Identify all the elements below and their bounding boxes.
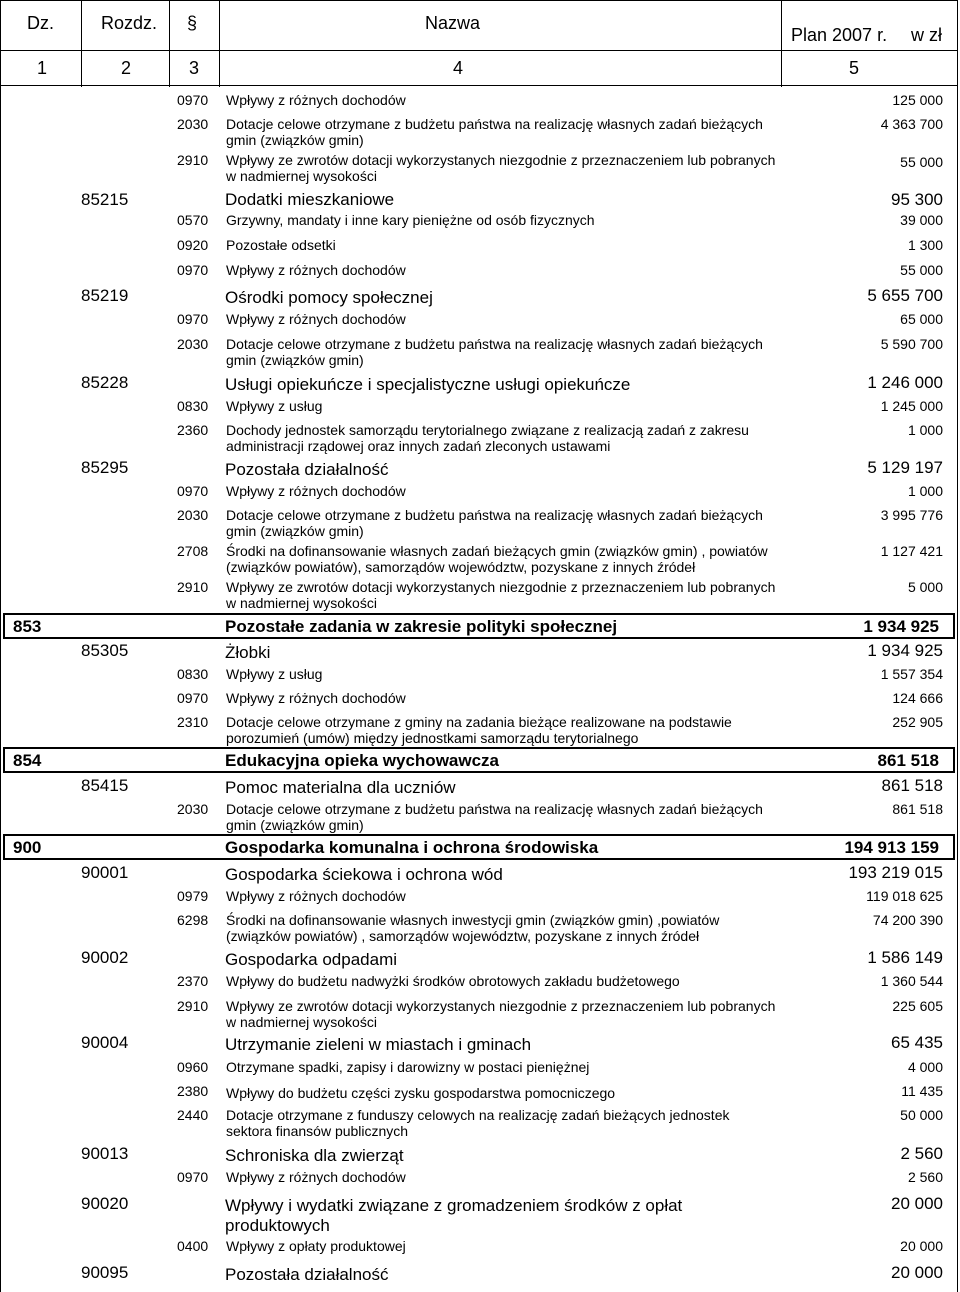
row-name: Wpływy z usług xyxy=(226,666,323,682)
row-amount: 1 127 421 xyxy=(880,543,943,559)
row-name: Środki na dofinansowanie własnych inwestycji gmin (związków gmin) ,powiatów (związków powiatów) , samorządów województw, pozyskane z innych źródeł xyxy=(226,912,720,944)
row-code: 2440 xyxy=(177,1107,209,1123)
row-name: Wpływy z różnych dochodów xyxy=(226,1169,406,1185)
row-code: 0970 xyxy=(177,92,209,108)
row-amount: 65 435 xyxy=(891,1033,943,1052)
row-name: Schroniska dla zwierząt xyxy=(225,1146,404,1165)
row-amount: 5 129 197 xyxy=(867,458,943,477)
row-code: 2310 xyxy=(177,714,209,730)
row-amount: 95 300 xyxy=(891,190,943,209)
row-name: Ośrodki pomocy społecznej xyxy=(225,288,433,307)
row-name: Wpływy do budżetu części zysku gospodarstwa pomocniczego xyxy=(226,1085,616,1101)
row-name: Wpływy i wydatki związane z gromadzeniem środków z opłat produktowych xyxy=(225,1196,683,1235)
row-code: 85295 xyxy=(81,458,129,477)
table-row xyxy=(3,834,955,860)
row-code: 90013 xyxy=(81,1144,129,1163)
row-code: 2030 xyxy=(177,507,209,523)
header-nazwa: Nazwa xyxy=(425,13,481,33)
row-name: Wpływy ze zwrotów dotacji wykorzystanych niezgodnie z przeznaczeniem lub pobranych w nadmiernej wysokości xyxy=(226,579,776,611)
row-amount: 20 000 xyxy=(891,1263,943,1282)
row-amount: 1 934 925 xyxy=(867,641,943,660)
row-code: 90095 xyxy=(81,1263,129,1282)
header-dz: Dz. xyxy=(27,13,54,33)
column-number: 5 xyxy=(849,58,860,78)
row-code: 0970 xyxy=(177,483,209,499)
row-name: Wpływy z usług xyxy=(226,398,323,414)
row-amount: 11 435 xyxy=(901,1083,943,1099)
row-name: Pozostała działalność xyxy=(225,460,389,479)
row-name: Wpływy do budżetu nadwyżki środków obrotowych zakładu budżetowego xyxy=(226,973,680,989)
row-code: 2030 xyxy=(177,336,209,352)
row-code: 90004 xyxy=(81,1033,129,1052)
column-number: 3 xyxy=(189,58,200,78)
row-amount: 124 666 xyxy=(892,690,943,706)
row-name: Dotacje celowe otrzymane z budżetu państwa na realizację własnych zadań bieżących gmin (związków gmin) xyxy=(226,116,763,148)
row-code: 2370 xyxy=(177,973,209,989)
row-amount: 194 913 159 xyxy=(844,838,939,857)
row-code: 85228 xyxy=(81,373,129,392)
row-code: 0830 xyxy=(177,666,209,682)
row-code: 853 xyxy=(13,617,42,636)
row-amount: 1 557 354 xyxy=(880,666,943,682)
row-amount: 1 000 xyxy=(907,422,943,438)
row-name: Środki na dofinansowanie własnych zadań bieżących gmin (związków gmin) , powiatów (związków powiatów), samorządów województw, pozyskane z innych źródeł xyxy=(226,543,768,575)
row-code: 90001 xyxy=(81,863,129,882)
row-name: Wpływy z różnych dochodów xyxy=(226,92,406,108)
row-amount: 193 219 015 xyxy=(848,863,943,882)
row-amount: 50 000 xyxy=(900,1107,943,1123)
row-name: Wpływy z różnych dochodów xyxy=(226,690,406,706)
row-name: Dochody jednostek samorządu terytorialnego związane z realizacją zadań z zakresu administracji rządowej oraz innych zadań zleconych ustawami xyxy=(226,422,749,454)
row-amount: 5 590 700 xyxy=(880,336,943,352)
row-name: Pozostałe zadania w zakresie polityki społecznej xyxy=(225,617,618,636)
row-amount: 39 000 xyxy=(900,212,943,228)
row-name: Żłobki xyxy=(225,643,271,662)
row-amount: 119 018 625 xyxy=(866,888,943,904)
row-amount: 125 000 xyxy=(892,92,943,108)
row-name: Wpływy z opłaty produktowej xyxy=(226,1238,406,1254)
row-name: Wpływy ze zwrotów dotacji wykorzystanych niezgodnie z przeznaczeniem lub pobranych w nadmiernej wysokości xyxy=(226,998,776,1030)
row-code: 2380 xyxy=(177,1083,209,1099)
row-amount: 20 000 xyxy=(900,1238,943,1254)
row-name: Otrzymane spadki, zapisy i darowizny w postaci pieniężnej xyxy=(226,1059,590,1075)
row-name: Gospodarka ściekowa i ochrona wód xyxy=(225,865,503,884)
row-amount: 861 518 xyxy=(877,751,939,770)
row-code: 2910 xyxy=(177,152,209,168)
row-code: 85305 xyxy=(81,641,129,660)
row-amount: 2 560 xyxy=(900,1144,943,1163)
row-amount: 1 300 xyxy=(907,237,943,253)
row-name: Gospodarka komunalna i ochrona środowiska xyxy=(225,838,599,857)
row-amount: 65 000 xyxy=(900,311,943,327)
row-code: 900 xyxy=(13,838,42,857)
row-amount: 1 360 544 xyxy=(880,973,943,989)
row-name: Pozostałe odsetki xyxy=(226,237,336,253)
row-name: Edukacyjna opieka wychowawcza xyxy=(225,751,500,770)
row-amount: 252 905 xyxy=(892,714,943,730)
row-code: 2708 xyxy=(177,543,209,559)
row-name: Dotacje celowe otrzymane z budżetu państwa na realizację własnych zadań bieżących gmin (związków gmin) xyxy=(226,336,763,368)
header-rozdz: Rozdz. xyxy=(101,13,158,33)
row-code: 854 xyxy=(13,751,42,770)
row-code: 2030 xyxy=(177,116,209,132)
row-name: Dotacje celowe otrzymane z budżetu państwa na realizację własnych zadań bieżących gmin (związków gmin) xyxy=(226,801,763,833)
row-code: 6298 xyxy=(177,912,209,928)
row-code: 0960 xyxy=(177,1059,209,1075)
row-code: 0979 xyxy=(177,888,209,904)
row-name: Dotacje celowe otrzymane z gminy na zadania bieżące realizowane na podstawie porozumień (umów) między jednostkami samorządu terytorialnego xyxy=(226,714,732,746)
row-amount: 2 560 xyxy=(907,1169,943,1185)
header-unit: w zł xyxy=(911,25,942,45)
row-code: 0970 xyxy=(177,262,209,278)
row-code: 85415 xyxy=(81,776,129,795)
row-name: Dotacje otrzymane z funduszy celowych na realizację zadań bieżących jednostek sektora finansów publicznych xyxy=(226,1107,730,1139)
row-amount: 4 000 xyxy=(907,1059,943,1075)
row-name: Wpływy ze zwrotów dotacji wykorzystanych niezgodnie z przeznaczeniem lub pobranych w nadmiernej wysokości xyxy=(226,152,776,184)
row-amount: 3 995 776 xyxy=(880,507,943,523)
header-paragraph: § xyxy=(187,13,198,33)
row-code: 0570 xyxy=(177,212,209,228)
row-amount: 4 363 700 xyxy=(880,116,943,132)
row-name: Pomoc materialna dla uczniów xyxy=(225,778,456,797)
row-amount: 225 605 xyxy=(892,998,943,1014)
row-amount: 55 000 xyxy=(900,262,943,278)
row-name: Wpływy z różnych dochodów xyxy=(226,483,406,499)
row-amount: 74 200 390 xyxy=(872,912,943,928)
row-amount: 1 934 925 xyxy=(863,617,939,636)
row-name: Pozostała działalność xyxy=(225,1265,389,1284)
row-amount: 1 586 149 xyxy=(867,948,943,967)
row-code: 0400 xyxy=(177,1238,209,1254)
row-amount: 1 245 000 xyxy=(880,398,943,414)
row-amount: 1 000 xyxy=(907,483,943,499)
row-code: 2030 xyxy=(177,801,209,817)
row-amount: 861 518 xyxy=(892,801,943,817)
header-plan: Plan 2007 r. xyxy=(791,25,888,45)
row-code: 90002 xyxy=(81,948,129,967)
row-name: Dodatki mieszkaniowe xyxy=(225,190,395,209)
table-header xyxy=(0,0,958,50)
row-code: 2360 xyxy=(177,422,209,438)
table-row xyxy=(3,613,955,639)
column-number: 1 xyxy=(37,58,48,78)
row-amount: 861 518 xyxy=(881,776,943,795)
row-name: Gospodarka odpadami xyxy=(225,950,398,969)
row-name: Wpływy z różnych dochodów xyxy=(226,262,406,278)
row-name: Dotacje celowe otrzymane z budżetu państwa na realizację własnych zadań bieżących gmin (związków gmin) xyxy=(226,507,763,539)
row-amount: 5 655 700 xyxy=(867,286,943,305)
row-code: 0830 xyxy=(177,398,209,414)
row-code: 0970 xyxy=(177,311,209,327)
column-number: 2 xyxy=(121,58,132,78)
table-row xyxy=(3,747,955,773)
column-number: 4 xyxy=(453,58,464,78)
row-code: 2910 xyxy=(177,579,209,595)
row-amount: 55 000 xyxy=(900,154,943,170)
row-code: 0920 xyxy=(177,237,209,253)
row-code: 90020 xyxy=(81,1194,129,1213)
row-amount: 1 246 000 xyxy=(867,373,943,392)
row-code: 0970 xyxy=(177,1169,209,1185)
row-name: Grzywny, mandaty i inne kary pieniężne od osób fizycznych xyxy=(226,212,595,228)
row-code: 85215 xyxy=(81,190,129,209)
row-amount: 20 000 xyxy=(891,1194,943,1213)
row-code: 85219 xyxy=(81,286,129,305)
row-code: 0970 xyxy=(177,690,209,706)
row-name: Usługi opiekuńcze i specjalistyczne usługi opiekuńcze xyxy=(225,375,631,394)
row-name: Wpływy z różnych dochodów xyxy=(226,888,406,904)
row-amount: 5 000 xyxy=(907,579,943,595)
row-name: Utrzymanie zieleni w miastach i gminach xyxy=(225,1035,532,1054)
table-body xyxy=(0,86,958,1292)
column-numbers xyxy=(0,50,958,86)
row-code: 2910 xyxy=(177,998,209,1014)
row-name: Wpływy z różnych dochodów xyxy=(226,311,406,327)
